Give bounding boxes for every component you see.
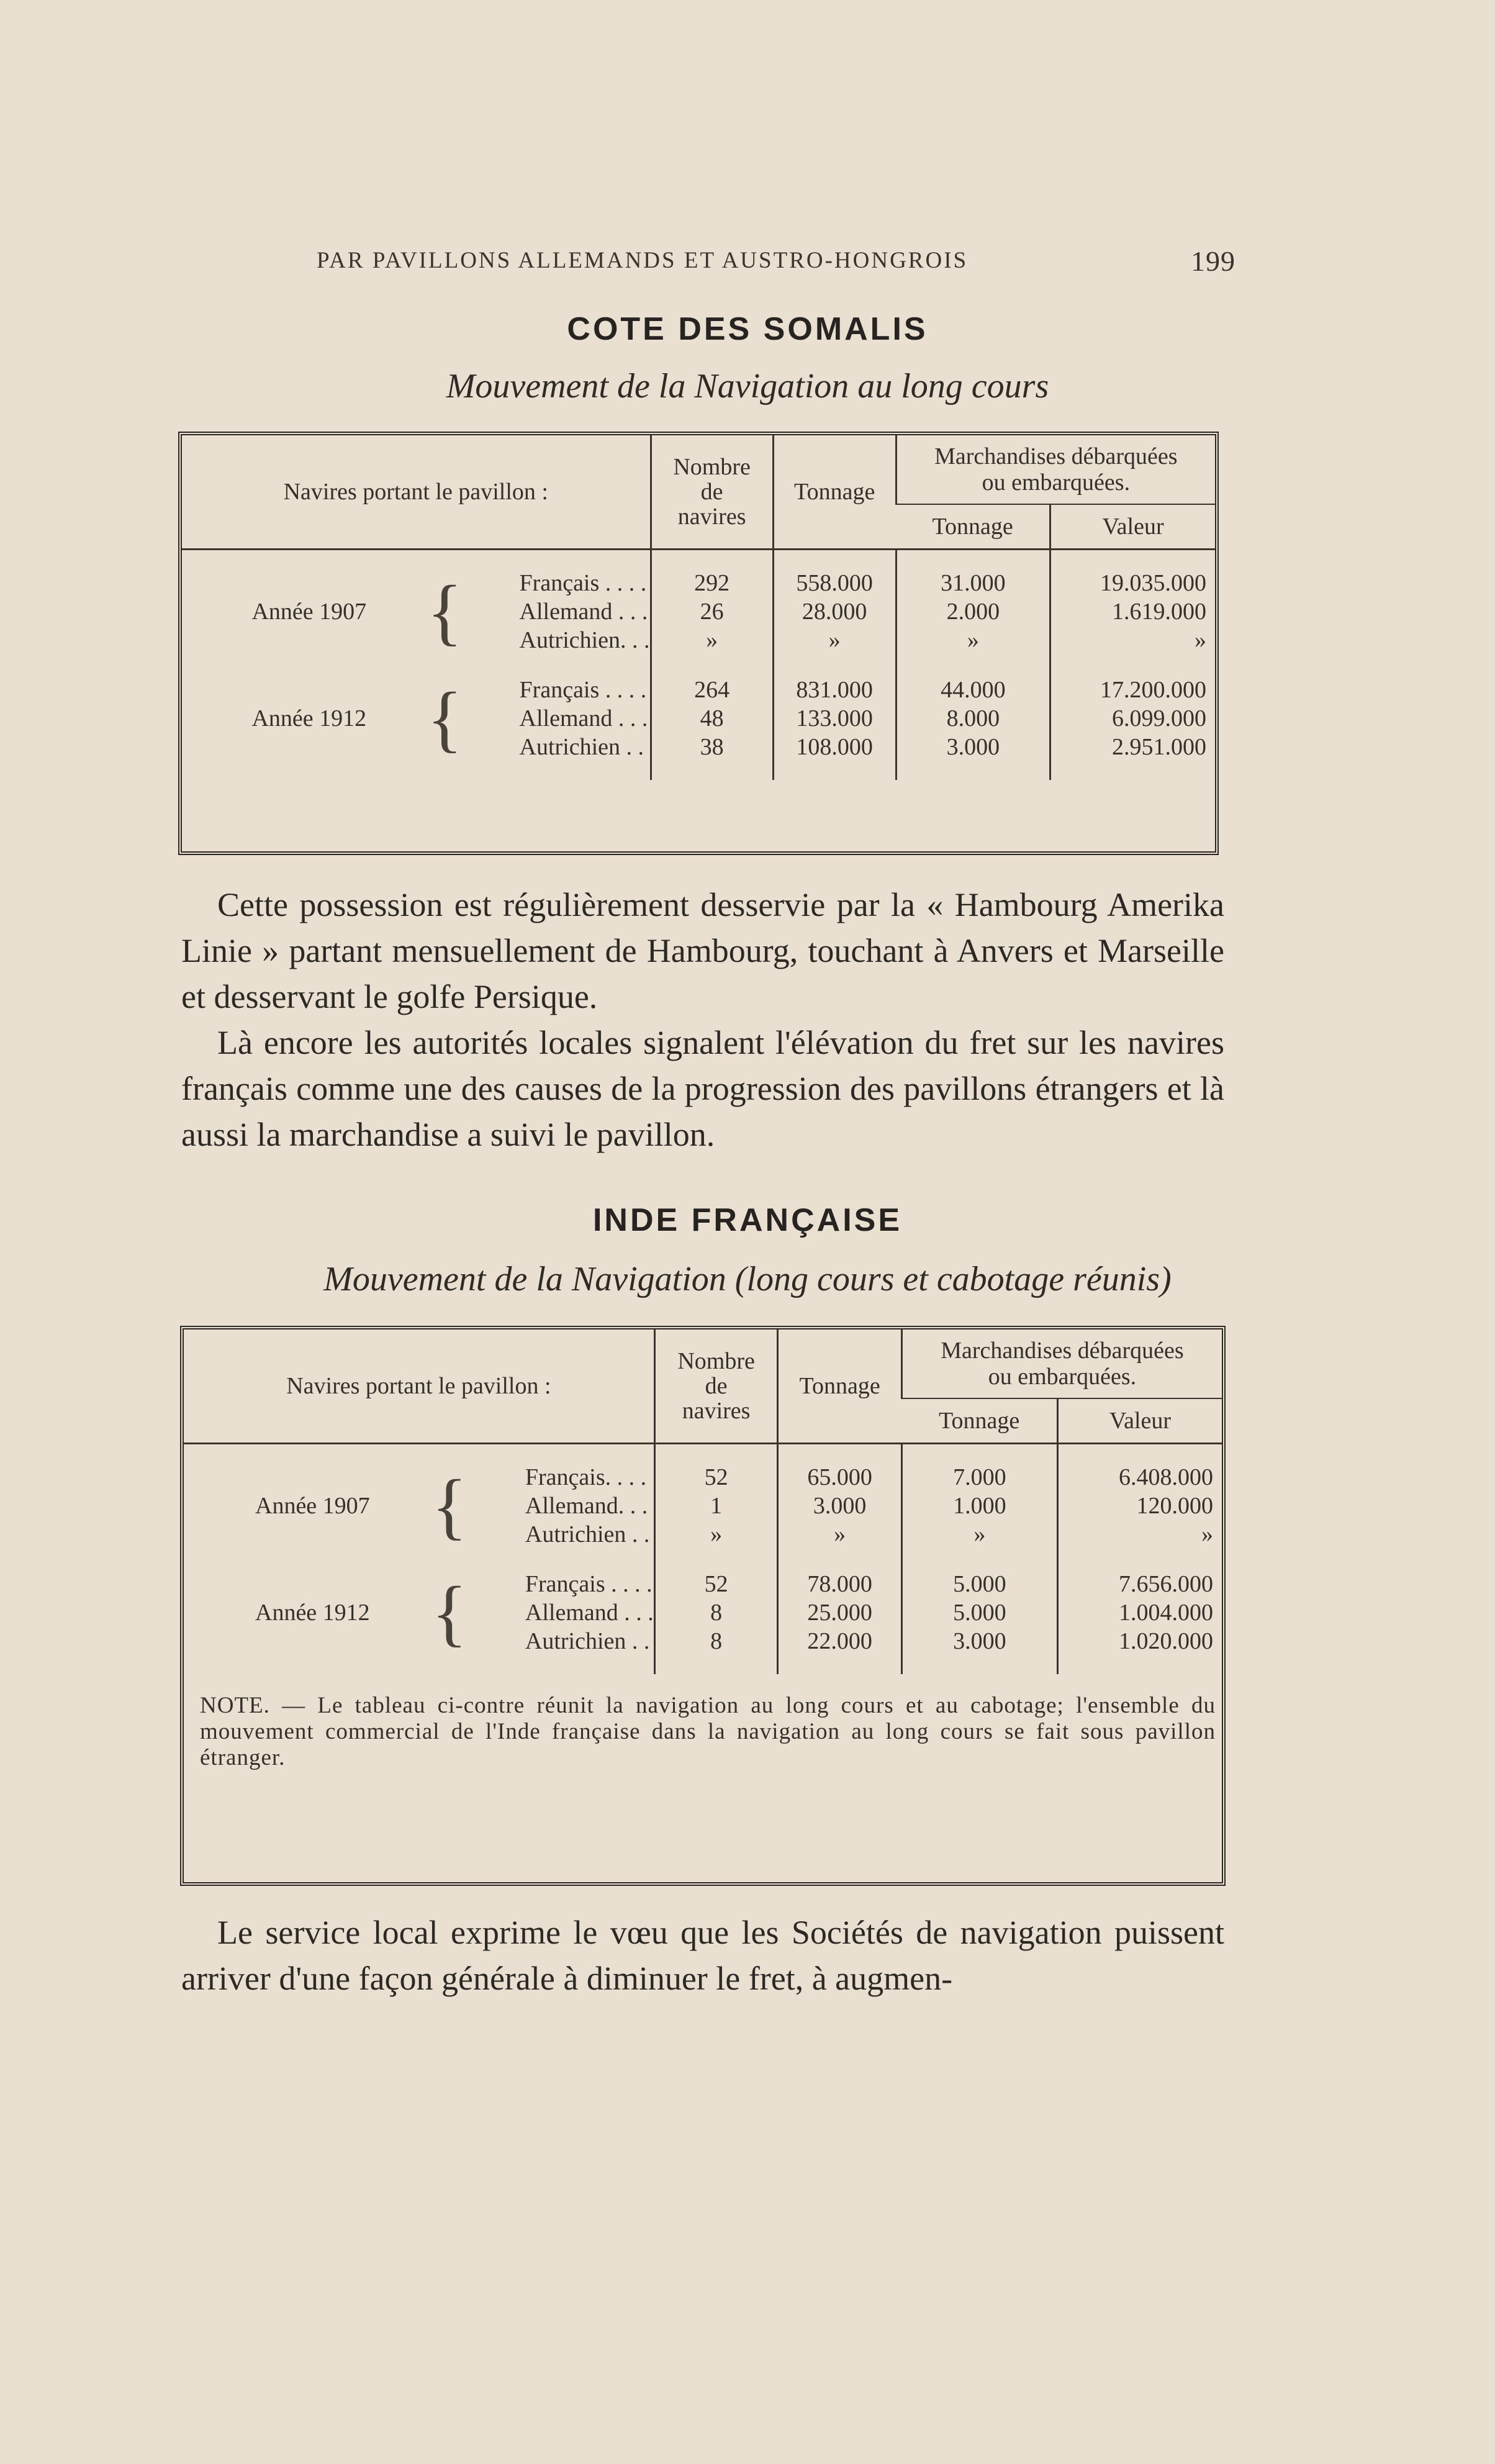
valeur-cell: 19.035.000 xyxy=(1050,569,1215,597)
paragraph-block-1 xyxy=(181,882,1224,1157)
header-m-valeur: Valeur xyxy=(1050,504,1215,550)
header-m-tonnage: Tonnage xyxy=(896,504,1050,550)
valeur-cell: 1.020.000 xyxy=(1057,1627,1222,1656)
table-row xyxy=(184,1463,1222,1492)
brace-mark: { xyxy=(431,1464,467,1547)
header-marchandises: Marchandises débarquées ou embarquées. xyxy=(896,435,1215,504)
tonnage-cell: 22.000 xyxy=(778,1627,901,1656)
valeur-cell: 6.099.000 xyxy=(1050,704,1215,733)
table-row xyxy=(182,676,1215,704)
m-tonnage-cell: 31.000 xyxy=(896,569,1050,597)
page-number: 199 xyxy=(1191,245,1235,277)
flag-label: Allemand. . . xyxy=(525,1493,648,1519)
nombre-cell: 292 xyxy=(651,569,773,597)
tonnage-cell: 78.000 xyxy=(778,1570,901,1598)
year-label: Année 1912 xyxy=(255,1600,370,1626)
tonnage-cell: 25.000 xyxy=(778,1598,901,1627)
tonnage-cell: 28.000 xyxy=(773,597,896,626)
header-nombre: Nombre de navires xyxy=(651,435,773,550)
m-tonnage-cell: » xyxy=(896,626,1050,654)
m-tonnage-cell: 3.000 xyxy=(896,733,1050,761)
nombre-cell: 264 xyxy=(651,676,773,704)
nombre-cell: 8 xyxy=(654,1598,778,1627)
valeur-cell: » xyxy=(1057,1520,1222,1549)
nombre-cell: 48 xyxy=(651,704,773,733)
section-subtitle-inde: Mouvement de la Navigation (long cours et cabotage réunis) xyxy=(323,1260,1172,1298)
tonnage-cell: 831.000 xyxy=(773,676,896,704)
flag-label: Français. . . . xyxy=(525,1464,647,1490)
nombre-cell: » xyxy=(651,626,773,654)
valeur-cell: 7.656.000 xyxy=(1057,1570,1222,1598)
running-head xyxy=(317,245,1235,277)
brace-mark: { xyxy=(427,677,463,759)
data-table xyxy=(184,1329,1222,1787)
flag-label: Autrichien . . xyxy=(525,1521,650,1547)
flag-label: Allemand . . . xyxy=(519,705,648,732)
year-label: Année 1912 xyxy=(251,705,367,732)
header-m-tonnage: Tonnage xyxy=(901,1398,1057,1444)
tonnage-cell: 65.000 xyxy=(778,1463,901,1492)
header-nombre: Nombre de navires xyxy=(654,1329,778,1444)
body-paragraph: Cette possession est régulièrement desservie par la « Hambourg Amerika Linie » partant mensuellement de Hambourg, touchant à Anvers et Marseille et desservant le golfe Persique. xyxy=(181,886,1224,1015)
m-tonnage-cell: » xyxy=(901,1520,1057,1549)
tonnage-cell: 3.000 xyxy=(778,1492,901,1520)
flag-label: Autrichien . . xyxy=(519,734,644,760)
brace-mark: { xyxy=(427,570,463,653)
header-pavillon: Navires portant le pavillon : xyxy=(184,1329,654,1444)
valeur-cell: 6.408.000 xyxy=(1057,1463,1222,1492)
tonnage-cell: 133.000 xyxy=(773,704,896,733)
nombre-cell: 52 xyxy=(654,1570,778,1598)
nombre-cell: 8 xyxy=(654,1627,778,1656)
flag-label: Français . . . . xyxy=(525,1571,653,1597)
flag-label: Autrichien . . xyxy=(525,1628,650,1654)
m-tonnage-cell: 5.000 xyxy=(901,1598,1057,1627)
m-tonnage-cell: 44.000 xyxy=(896,676,1050,704)
m-tonnage-cell: 5.000 xyxy=(901,1570,1057,1598)
year-label: Année 1907 xyxy=(255,1493,370,1519)
section-subtitle-somalis: Mouvement de la Navigation au long cours xyxy=(446,367,1049,405)
m-tonnage-cell: 1.000 xyxy=(901,1492,1057,1520)
m-tonnage-cell: 7.000 xyxy=(901,1463,1057,1492)
table-row xyxy=(182,569,1215,597)
m-tonnage-cell: 8.000 xyxy=(896,704,1050,733)
flag-label: Français . . . . xyxy=(519,677,647,703)
section-title-inde: INDE FRANÇAISE xyxy=(592,1202,903,1238)
body-paragraph: Là encore les autorités locales signalent l'élévation du fret sur les navires français comme une des causes de la progression des pavillons étrangers et là aussi la marchandise a suivi le pavillon. xyxy=(181,1024,1224,1153)
header-pavillon: Navires portant le pavillon : xyxy=(182,435,651,550)
valeur-cell: 1.004.000 xyxy=(1057,1598,1222,1627)
nombre-cell: 52 xyxy=(654,1463,778,1492)
nombre-cell: 26 xyxy=(651,597,773,626)
tonnage-cell: » xyxy=(778,1520,901,1549)
table-inde xyxy=(180,1326,1226,1886)
valeur-cell: 17.200.000 xyxy=(1050,676,1215,704)
m-tonnage-cell: 2.000 xyxy=(896,597,1050,626)
flag-label: Français . . . . xyxy=(519,570,647,596)
paragraph-block-2 xyxy=(181,1909,1224,2001)
tonnage-cell: » xyxy=(773,626,896,654)
valeur-cell: 1.619.000 xyxy=(1050,597,1215,626)
table-note: NOTE. — Le tableau ci-contre réunit la navigation au long cours et au cabotage; l'ensemble du mouvement commercial de l'Inde française dans la navigation au long cours se fait sous pavillon étranger. xyxy=(200,1693,1216,1770)
body-paragraph: Le service local exprime le vœu que les Sociétés de navigation puissent arriver d'une façon générale à diminuer le fret, à augmen- xyxy=(181,1914,1224,1997)
running-head-title: PAR PAVILLONS ALLEMANDS ET AUSTRO-HONGROIS xyxy=(317,248,969,273)
nombre-cell: 38 xyxy=(651,733,773,761)
nombre-cell: 1 xyxy=(654,1492,778,1520)
brace-mark: { xyxy=(431,1571,467,1654)
section-title-somalis: COTE DES SOMALIS xyxy=(567,311,928,347)
valeur-cell: 120.000 xyxy=(1057,1492,1222,1520)
flag-label: Autrichien. . . xyxy=(519,627,650,653)
m-tonnage-cell: 3.000 xyxy=(901,1627,1057,1656)
valeur-cell: 2.951.000 xyxy=(1050,733,1215,761)
nombre-cell: » xyxy=(654,1520,778,1549)
table-somalis xyxy=(178,432,1219,855)
header-marchandises: Marchandises débarquées ou embarquées. xyxy=(901,1329,1222,1398)
year-label: Année 1907 xyxy=(251,599,367,625)
data-table xyxy=(182,435,1215,780)
header-tonnage: Tonnage xyxy=(773,435,896,550)
header-tonnage: Tonnage xyxy=(778,1329,901,1444)
flag-label: Allemand . . . xyxy=(525,1600,654,1626)
table-row xyxy=(184,1570,1222,1598)
tonnage-cell: 108.000 xyxy=(773,733,896,761)
valeur-cell: » xyxy=(1050,626,1215,654)
header-m-valeur: Valeur xyxy=(1057,1398,1222,1444)
flag-label: Allemand . . . xyxy=(519,599,648,625)
tonnage-cell: 558.000 xyxy=(773,569,896,597)
